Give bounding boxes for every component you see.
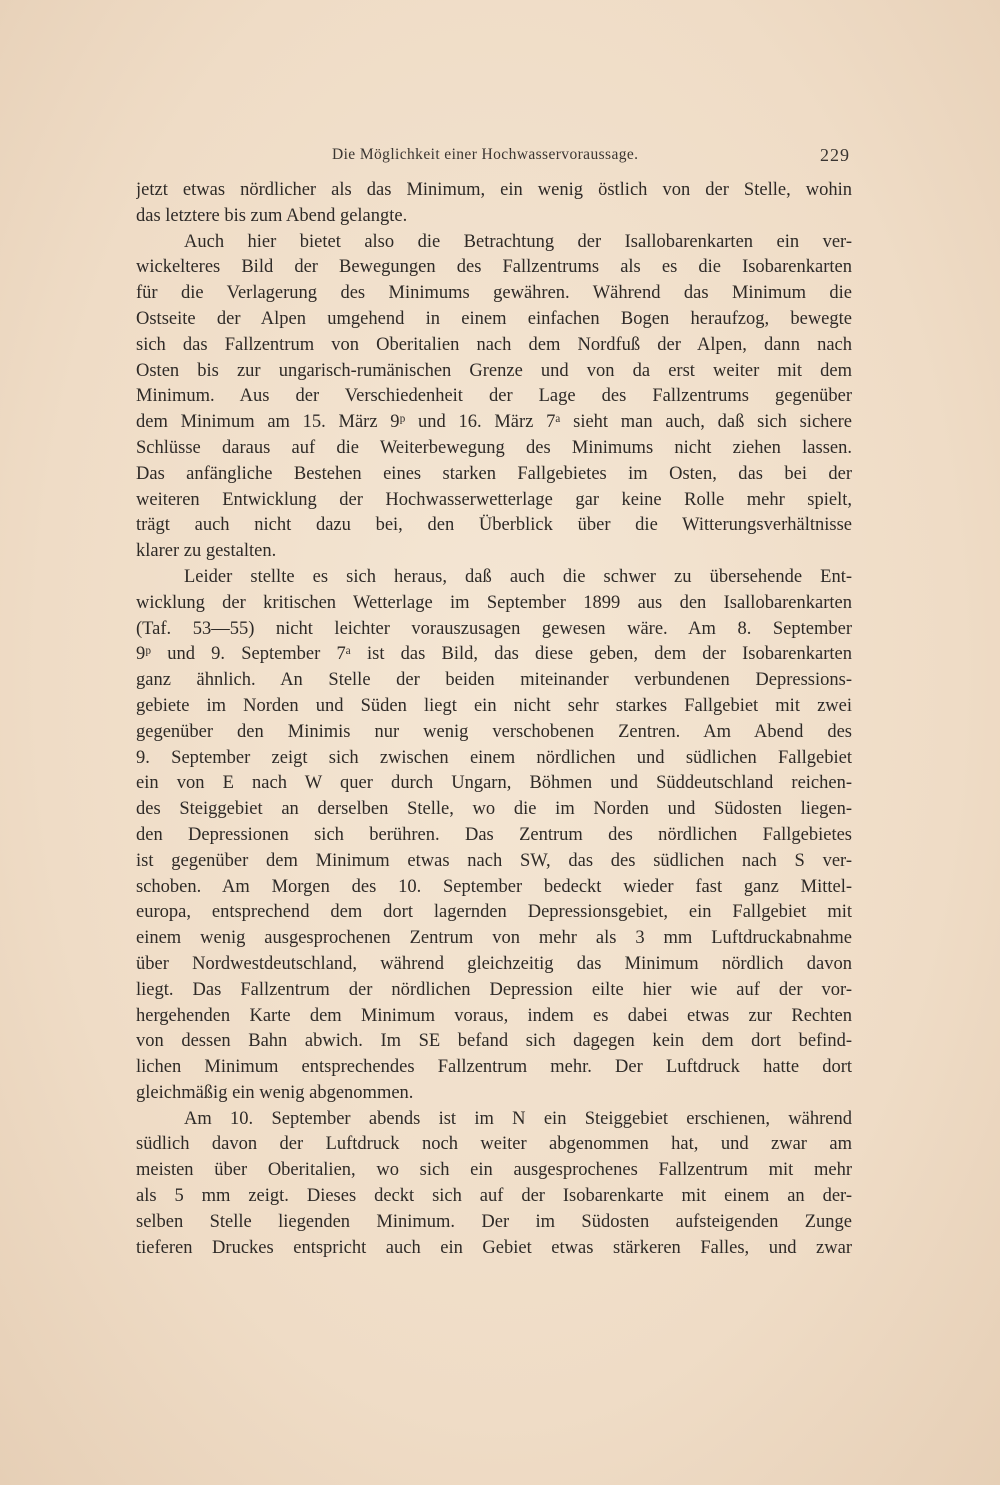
text-line: Auch hier bietet also die Betrachtung der Isallobarenkarten ein ver- — [184, 231, 852, 252]
text-line: Leider stellte es sich heraus, daß auch die schwer zu übersehende Ent- — [184, 566, 852, 587]
text-line: hergehenden Karte dem Minimum voraus, indem es dabei etwas zur Rechten — [136, 1005, 852, 1026]
text-line: klarer zu gestalten. — [136, 541, 277, 562]
body-text — [136, 178, 852, 1261]
text-line: (Taf. 53—55) nicht leichter vorauszusagen gewesen wäre. Am 8. September — [136, 618, 852, 639]
text-line: dem Minimum am 15. März 9ᵖ und 16. März 7ᵃ sieht man auch, daß sich sichere — [136, 412, 852, 433]
text-line: von dessen Bahn abwich. Im SE befand sich dagegen kein dem dort befind- — [136, 1031, 852, 1052]
text-line: einem wenig ausgesprochenen Zentrum von mehr als 3 mm Luftdruckabnahme — [136, 928, 852, 949]
text-line: wicklung der kritischen Wetterlage im September 1899 aus den Isallobarenkarten — [136, 592, 852, 613]
text-line: als 5 mm zeigt. Dieses deckt sich auf der Isobarenkarte mit einem an der- — [136, 1186, 852, 1207]
text-line: ist gegenüber dem Minimum etwas nach SW, das des südlichen nach S ver- — [136, 850, 852, 871]
text-line: trägt auch nicht dazu bei, den Überblick über die Witterungsverhältnisse — [136, 515, 852, 536]
page-number: 229 — [820, 145, 850, 165]
text-line: südlich davon der Luftdruck noch weiter abgenommen hat, und zwar am — [136, 1134, 852, 1155]
text-line: sich das Fallzentrum von Oberitalien nach dem Nordfuß der Alpen, dann nach — [136, 334, 852, 355]
text-line: gegenüber den Minimis nur wenig verschobenen Zentren. Am Abend des — [136, 721, 852, 742]
text-line: Am 10. September abends ist im N ein Steiggebiet erschienen, während — [184, 1108, 852, 1129]
text-line: wickelteres Bild der Bewegungen des Fallzentrums als es die Isobarenkarten — [136, 257, 852, 278]
text-line: europa, entsprechend dem dort lagernden Depressionsgebiet, ein Fallgebiet mit — [136, 902, 852, 923]
text-line: Das anfängliche Bestehen eines starken Fallgebietes im Osten, das bei der — [136, 463, 852, 484]
text-line: meisten über Oberitalien, wo sich ein ausgesprochenes Fallzentrum mit mehr — [136, 1160, 852, 1181]
text-line: das letztere bis zum Abend gelangte. — [136, 205, 408, 226]
text-line: des Steiggebiet an derselben Stelle, wo die im Norden und Südosten liegen- — [136, 799, 852, 820]
text-line: lichen Minimum entsprechendes Fallzentrum mehr. Der Luftdruck hatte dort — [136, 1057, 852, 1078]
text-line: für die Verlagerung des Minimums gewähren. Während das Minimum die — [136, 283, 852, 304]
text-line: ganz ähnlich. An Stelle der beiden miteinander verbundenen Depressions- — [136, 670, 852, 691]
text-line: ein von E nach W quer durch Ungarn, Böhmen und Süddeutschland reichen- — [136, 773, 852, 794]
text-line: weiteren Entwicklung der Hochwasserwetterlage gar keine Rolle mehr spielt, — [136, 489, 852, 510]
text-line: tieferen Druckes entspricht auch ein Gebiet etwas stärkeren Falles, und zwar — [136, 1237, 852, 1258]
text-line: selben Stelle liegenden Minimum. Der im Südosten aufsteigenden Zunge — [136, 1211, 852, 1232]
text-line: Osten bis zur ungarisch-rumänischen Grenze und von da erst weiter mit dem — [136, 360, 852, 381]
text-line: gleichmäßig ein wenig abgenommen. — [136, 1082, 414, 1103]
text-line: schoben. Am Morgen des 10. September bedeckt wieder fast ganz Mittel- — [136, 876, 852, 897]
text-line: 9. September zeigt sich zwischen einem nördlichen und südlichen Fallgebiet — [136, 747, 852, 768]
text-line: gebiete im Norden und Süden liegt ein nicht sehr starkes Fallgebiet mit zwei — [136, 695, 852, 716]
running-head — [140, 146, 852, 168]
text-line: 9ᵖ und 9. September 7ᵃ ist das Bild, das diese geben, dem der Isobarenkarten — [136, 644, 852, 665]
text-line: Ostseite der Alpen umgehend in einem einfachen Bogen heraufzog, bewegte — [136, 308, 852, 329]
text-line: Schlüsse daraus auf die Weiterbewegung des Minimums nicht ziehen lassen. — [136, 437, 852, 458]
text-line: Minimum. Aus der Verschiedenheit der Lage des Fallzentrums gegenüber — [136, 386, 852, 407]
text-line: den Depressionen sich berühren. Das Zentrum des nördlichen Fallgebietes — [136, 824, 852, 845]
text-line: jetzt etwas nördlicher als das Minimum, ein wenig östlich von der Stelle, wohin — [136, 180, 852, 200]
text-line: liegt. Das Fallzentrum der nördlichen Depression eilte hier wie auf der vor- — [136, 979, 852, 1000]
text-line: über Nordwestdeutschland, während gleichzeitig das Minimum nördlich davon — [136, 953, 852, 974]
running-title: Die Möglichkeit einer Hochwasservoraussage. — [332, 146, 639, 163]
